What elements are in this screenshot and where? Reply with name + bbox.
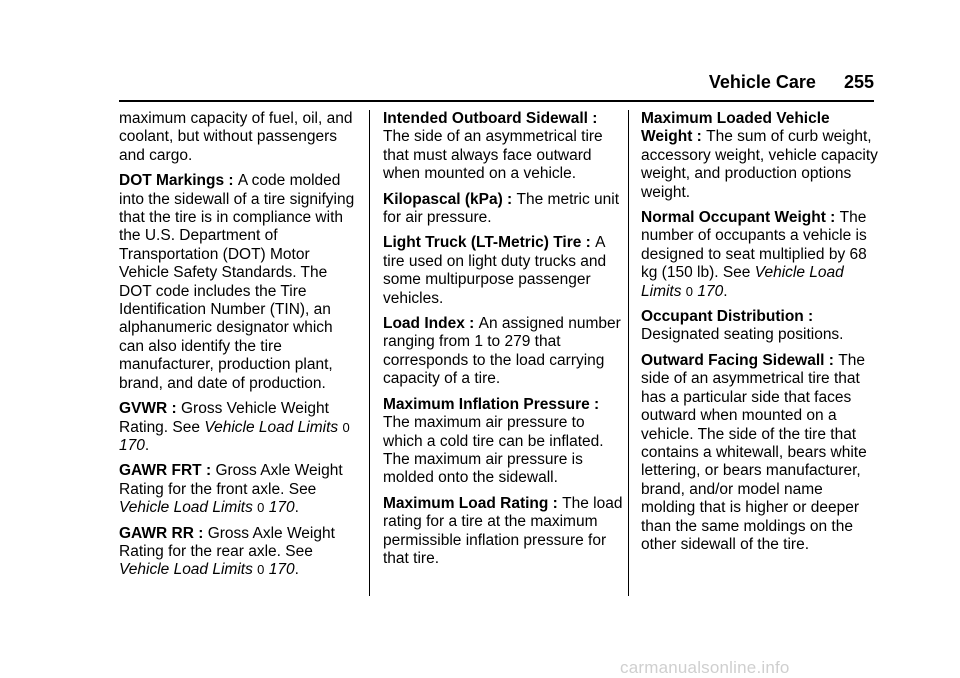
definition-term: GVWR <box>119 400 168 418</box>
term-separator: : <box>548 494 563 512</box>
term-separator: : <box>825 209 840 227</box>
definition-text: The metric unit for air pressure. <box>383 190 620 227</box>
page-reference[interactable]: 170 <box>268 499 295 517</box>
definition-text: The number of occupants a vehicle is designed to seat multiplied by 68 kg (150 lb). See <box>641 209 867 282</box>
definition-entry <box>119 462 359 517</box>
term-separator: : <box>581 234 596 252</box>
watermark: carmanualsonline.info <box>620 658 790 677</box>
column-divider <box>628 110 629 596</box>
definition-entry <box>119 525 359 580</box>
definition-entry <box>641 352 881 554</box>
page-header <box>709 72 874 93</box>
definition-entry <box>641 308 881 345</box>
definition-text: Gross Axle Weight Rating for the rear axle. See <box>119 524 335 560</box>
definition-term: Maximum Load Rating <box>383 494 549 512</box>
page-reference[interactable]: 170 <box>268 561 295 579</box>
definition-entry <box>383 495 623 569</box>
definition-entry <box>119 110 359 165</box>
definition-entry <box>383 396 623 488</box>
definition-term: GAWR FRT <box>119 462 202 480</box>
term-separator: : <box>589 395 600 413</box>
term-separator: : <box>803 308 814 326</box>
definition-term: Normal Occupant Weight <box>641 209 826 227</box>
cross-reference-link[interactable]: Vehicle Load Limits <box>641 264 844 300</box>
page-number: 255 <box>843 72 874 92</box>
page-reference-icon: 0 <box>342 419 350 435</box>
definition-term: Outward Facing Sidewall <box>641 351 825 369</box>
definition-text: The side of an asymmetrical tire that has a particular side that faces outward when mounted on a vehicle. The side of the tire that contains a whitewall, bears white lettering, or bears manufacturer, brand, and/or model name molding that is higher or deeper than the same moldings on the other sidewall of the tire. <box>641 351 867 553</box>
definition-term: Load Index <box>383 315 465 333</box>
punctuation: . <box>723 282 728 300</box>
cross-reference-link[interactable]: Vehicle Load Limits <box>119 499 253 517</box>
definition-entry <box>119 172 359 393</box>
definition-entry <box>383 191 623 228</box>
term-separator: : <box>464 315 479 333</box>
column-2 <box>383 110 623 575</box>
definition-text: The sum of curb weight, accessory weight, vehicle capacity weight, and production options weight. <box>641 128 878 201</box>
definition-entry <box>119 400 359 455</box>
definition-term: DOT Markings <box>119 172 225 190</box>
definition-text: Gross Axle Weight Rating for the front axle. See <box>119 462 343 498</box>
page-reference-icon: 0 <box>257 562 265 578</box>
definition-entry <box>641 110 881 202</box>
definition-text: The maximum air pressure to which a cold tire can be inflated. The maximum air pressure is molded onto the sidewall. <box>383 414 604 487</box>
term-separator: : <box>224 172 238 190</box>
definition-text: A tire used on light duty trucks and some multipurpose passenger vehicles. <box>383 234 607 307</box>
column-1 <box>119 110 359 587</box>
term-separator: : <box>824 351 839 369</box>
page-reference-icon: 0 <box>257 500 265 516</box>
page-reference[interactable]: 170 <box>697 282 724 300</box>
page-reference-icon: 0 <box>685 283 694 299</box>
definition-term: Maximum Loaded Vehicle Weight <box>641 110 830 146</box>
definition-term: Intended Outboard Sidewall <box>383 110 588 127</box>
header-rule <box>119 100 874 102</box>
punctuation: . <box>294 561 299 579</box>
term-separator: : <box>587 110 598 127</box>
definition-term: GAWR RR <box>119 524 194 542</box>
definition-text: The load rating for a tire at the maximum permissible inflation pressure for that tire. <box>383 494 623 567</box>
column-3 <box>641 110 881 561</box>
punctuation: . <box>144 436 150 454</box>
definition-text: Gross Vehicle Weight Rating. See <box>119 400 329 436</box>
definition-text: maximum capacity of fuel, oil, and coolant, but without passengers and cargo. <box>119 110 353 164</box>
definition-term: Maximum Inflation Pressure <box>383 395 590 413</box>
definition-entry <box>383 110 623 184</box>
section-title: Vehicle Care <box>708 72 816 92</box>
cross-reference-link[interactable]: Vehicle Load Limits <box>119 561 253 579</box>
definition-term: Light Truck (LT-Metric) Tire <box>383 234 582 252</box>
term-separator: : <box>502 190 517 208</box>
definition-entry <box>383 234 623 308</box>
definition-text: An assigned number ranging from 1 to 279 that corresponds to the load carrying capacity of a tire. <box>383 315 621 388</box>
column-divider <box>369 110 370 596</box>
definition-text: A code molded into the sidewall of a tire signifying that the tire is in compliance with the U.S. Department of Transportation (DOT) Motor Vehicle Safety Standards. The DOT code includes the Tire Identification Number (TIN), an alphanumeric designator which can also identify the tire manufacturer, production plant, brand, and date of production. <box>119 172 355 392</box>
definition-term: Kilopascal (kPa) <box>383 190 503 208</box>
definition-entry <box>383 315 623 389</box>
punctuation: . <box>294 499 299 517</box>
cross-reference-link[interactable]: Vehicle Load Limits <box>204 418 339 436</box>
definition-text: Designated seating positions. <box>641 326 844 344</box>
term-separator: : <box>167 400 181 418</box>
term-separator: : <box>692 128 707 146</box>
term-separator: : <box>193 524 208 542</box>
definition-term: Occupant Distribution <box>641 308 804 326</box>
definition-text: The side of an asymmetrical tire that must always face outward when mounted on a vehicle. <box>383 128 603 183</box>
page-reference[interactable]: 170 <box>119 436 145 454</box>
definition-entry <box>641 209 881 301</box>
term-separator: : <box>201 462 216 480</box>
